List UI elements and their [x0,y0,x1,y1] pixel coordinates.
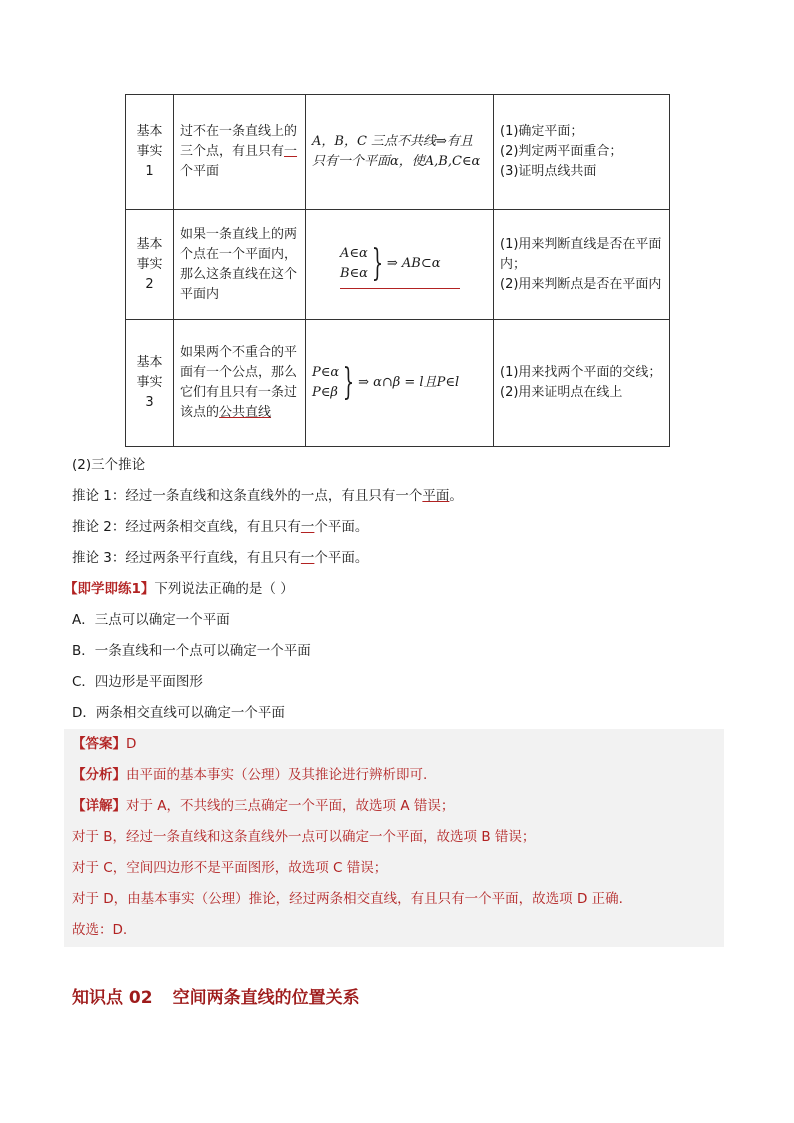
fact-usage-item: (3)证明点线共面 [500,164,597,179]
detail-line: 对于 C，空间四边形不是平面图形，故选项 C 错误； [72,860,388,876]
fact-description-cell [174,320,306,447]
section-number: 知识点 02 [72,988,153,1008]
fact-label-line: 事实 [136,375,163,390]
fact-formula-line: B∈α [340,266,368,281]
detail-line [72,796,454,816]
detail-text: 对于 A，不共线的三点确定一个平面，故选项 A 错误； [126,798,455,814]
fact-formula-line: ⇒ α∩β = l且P∈l [358,375,460,390]
fact-label-line: 基本 [136,355,163,370]
fact-description-cell [174,95,306,210]
corollary-text: 个平面。 [314,550,369,566]
fact-description-key: 一 [284,144,298,159]
fact-label-line: 2 [145,276,154,292]
fact-label-line: 基本 [136,124,163,139]
fact-label-cell [126,210,174,320]
answer-line [72,734,136,754]
corollary-key: 一 [300,550,315,566]
fact-usage-item: (1)确定平面； [500,124,584,139]
right-brace-icon: } [371,243,384,284]
corollary-item [72,548,368,568]
analysis-text: 由平面的基本事实（公理）及其推论进行辨析即可. [126,767,428,783]
table-row [126,95,670,210]
analysis-tag: 【分析】 [72,767,126,783]
fact-label-cell [126,320,174,447]
right-brace-icon: } [342,362,355,403]
corollary-text: 推论 2：经过两条相交直线，有且只有 [72,519,301,535]
analysis-line [72,765,427,785]
option-d: D．两条相交直线可以确定一个平面 [72,705,285,721]
fact-usage-cell [494,210,670,320]
fact-formula-line: A，B，C 三点不共线⇒有且 [312,134,473,149]
fact-formula-line: A∈α [340,246,368,261]
fact-description: 过不在一条直线上的三个点，有且只有 [180,124,298,159]
fact-usage-cell [494,95,670,210]
option-c: C．四边形是平面图形 [72,674,203,690]
answer-value: D [126,736,137,752]
fact-formula-line: ⇒ AB⊂α [386,256,441,271]
fact-label-cell [126,95,174,210]
section-title: 空间两条直线的位置关系 [172,988,360,1008]
table-row [126,210,670,320]
exercise-question [64,579,294,599]
corollary-item [72,486,463,506]
corollary-heading: (2)三个推论 [72,457,146,473]
option-a: A．三点可以确定一个平面 [72,612,230,628]
fact-usage-cell [494,320,670,447]
fact-formula-line: P∈β [312,385,338,400]
fact-formula-cell [306,320,494,447]
fact-description-cell [174,210,306,320]
section-heading [72,983,360,1008]
answer-tag: 【答案】 [72,736,126,752]
fact-formula-line: 只有一个平面α，使A,B,C∈α [312,154,481,169]
corollary-text: 推论 3：经过两条平行直线，有且只有 [72,550,301,566]
fact-description: 如果一条直线上的两个点在一个平面内，那么这条直线在这个平面内 [180,226,298,302]
fact-label-line: 事实 [136,256,163,272]
fact-description: 个平面 [180,164,220,179]
fact-label-line: 3 [145,395,154,410]
exercise-question-text: 下列说法正确的是（ ） [154,581,294,597]
fact-usage-item: (2)判定两平面重合； [500,144,623,159]
fact-description-key: 公共直线 [219,405,272,420]
corollary-key: 平面 [422,488,450,504]
fact-formula-block [340,244,487,284]
fact-usage-item: (1)用来判断直线是否在平面内； [500,236,662,272]
table-row [126,320,670,447]
fact-usage-item: (1)用来找两个平面的交线； [500,365,662,380]
option-b: B．一条直线和一个点可以确定一个平面 [72,643,311,659]
fact-formula-block [312,363,487,403]
detail-line: 故选：D. [72,922,128,938]
detail-tag: 【详解】 [72,798,126,814]
fact-usage-item: (2)用来证明点在线上 [500,385,623,400]
basic-facts-table [125,94,670,447]
fact-formula-line: P∈α [312,365,340,380]
formula-underline [340,288,460,289]
fact-label-line: 1 [145,164,154,179]
corollary-item [72,517,368,537]
fact-formula-cell [306,95,494,210]
fact-description: 如果两个不重合的平面有一个公点，那么它们有且只有一条过该点的 [180,345,298,420]
corollary-text: 个平面。 [314,519,369,535]
detail-line: 对于 D，由基本事实（公理）推论，经过两条相交直线，有且只有一个平面，故选项 D 正确. [72,891,623,907]
fact-formula-cell [306,210,494,320]
fact-label-line: 基本 [136,236,163,252]
corollary-text: 。 [449,488,463,504]
exercise-tag: 【即学即练1】 [64,581,155,597]
fact-label-line: 事实 [136,144,163,159]
detail-line: 对于 B，经过一条直线和这条直线外一点可以确定一个平面，故选项 B 错误； [72,829,536,845]
corollary-key: 一 [300,519,315,535]
corollary-text: 推论 1：经过一条直线和这条直线外的一点，有且只有一个 [72,488,423,504]
fact-usage-item: (2)用来判断点是否在平面内 [500,276,662,292]
